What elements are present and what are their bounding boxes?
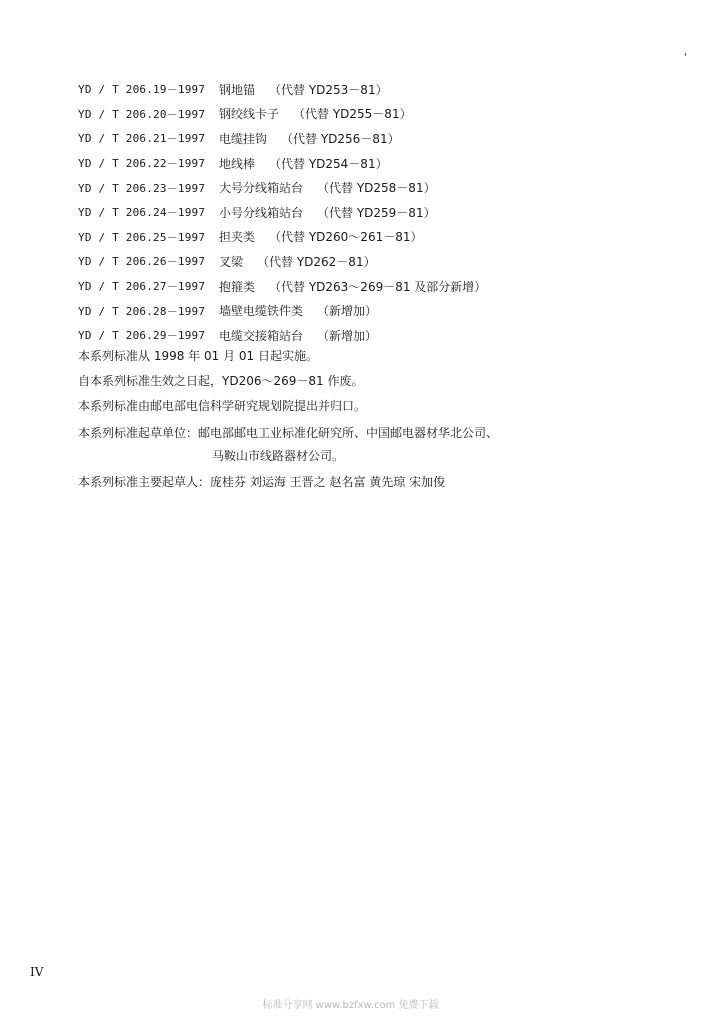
list-item bbox=[78, 225, 486, 250]
drafters-text: 本系列标准主要起草人：庞桂芬 刘运海 王晋之 赵名富 黄先琼 宋加俊 bbox=[78, 475, 446, 489]
standard-code: YD / T 206.26－1997 bbox=[78, 255, 206, 269]
standard-title: 担夹类 bbox=[219, 230, 256, 245]
standard-code: YD / T 206.22－1997 bbox=[78, 157, 206, 171]
standard-note: （新增加） bbox=[317, 304, 378, 319]
list-item bbox=[78, 102, 486, 127]
standard-title: 钢绞线卡子 bbox=[219, 107, 280, 122]
list-item bbox=[78, 298, 486, 323]
standard-note: （代替 YD260～261－81） bbox=[269, 230, 423, 245]
list-item bbox=[78, 175, 486, 200]
standard-title: 大号分线箱站台 bbox=[219, 181, 304, 196]
standard-title: 电缆挂钩 bbox=[219, 131, 268, 146]
standard-note: （代替 YD255－81） bbox=[293, 107, 412, 122]
standards-list bbox=[78, 77, 486, 348]
standard-note: （代替 YD263～269－81 及部分新增） bbox=[269, 279, 487, 294]
list-item bbox=[78, 323, 486, 348]
standard-title: 叉梁 bbox=[219, 254, 244, 269]
supersede-text: 自本系列标准生效之日起，YD206～269－81 作废。 bbox=[78, 374, 364, 388]
standard-code: YD / T 206.28－1997 bbox=[78, 304, 206, 318]
standard-code: YD / T 206.24－1997 bbox=[78, 206, 206, 220]
standard-code: YD / T 206.20－1997 bbox=[78, 107, 206, 121]
list-item bbox=[78, 249, 486, 274]
standard-title: 墙壁电缆铁件类 bbox=[219, 304, 304, 319]
standard-title: 钢地锚 bbox=[219, 82, 256, 97]
list-item bbox=[78, 151, 486, 176]
standard-code: YD / T 206.19－1997 bbox=[78, 83, 206, 97]
standard-note: （代替 YD256－81） bbox=[281, 131, 400, 146]
corner-mark: ' bbox=[684, 52, 687, 63]
standard-code: YD / T 206.25－1997 bbox=[78, 230, 206, 244]
drafting-units-continued: 马鞍山市线路器材公司。 bbox=[212, 449, 345, 463]
proposed-by-text: 本系列标准由邮电部电信科学研究规划院提出并归口。 bbox=[78, 399, 367, 413]
standard-note: （代替 YD262－81） bbox=[257, 254, 376, 269]
standard-note: （代替 YD258－81） bbox=[317, 181, 436, 196]
standard-code: YD / T 206.23－1997 bbox=[78, 181, 206, 195]
list-item bbox=[78, 126, 486, 151]
watermark: 标准分享网 www.bzfxw.com 免费下载 bbox=[262, 1000, 439, 1011]
standard-code: YD / T 206.29－1997 bbox=[78, 329, 206, 343]
page-number: IV bbox=[30, 965, 44, 979]
list-item bbox=[78, 274, 486, 299]
standard-code: YD / T 206.27－1997 bbox=[78, 280, 206, 294]
list-item bbox=[78, 77, 486, 102]
standard-title: 小号分线箱站台 bbox=[219, 205, 304, 220]
standard-note: （代替 YD259－81） bbox=[317, 205, 436, 220]
standard-note: （代替 YD254－81） bbox=[269, 156, 388, 171]
effective-date-text: 本系列标准从 1998 年 01 月 01 日起实施。 bbox=[78, 349, 318, 363]
standard-code: YD / T 206.21－1997 bbox=[78, 132, 206, 146]
standard-title: 地线棒 bbox=[219, 156, 256, 171]
list-item bbox=[78, 200, 486, 225]
standard-title: 电缆交接箱站台 bbox=[219, 328, 304, 343]
standard-note: （代替 YD253－81） bbox=[269, 82, 388, 97]
drafting-units-text: 本系列标准起草单位：邮电部邮电工业标准化研究所、中国邮电器材华北公司、 bbox=[78, 426, 499, 440]
standard-note: （新增加） bbox=[317, 328, 378, 343]
standard-title: 抱箍类 bbox=[219, 279, 256, 294]
